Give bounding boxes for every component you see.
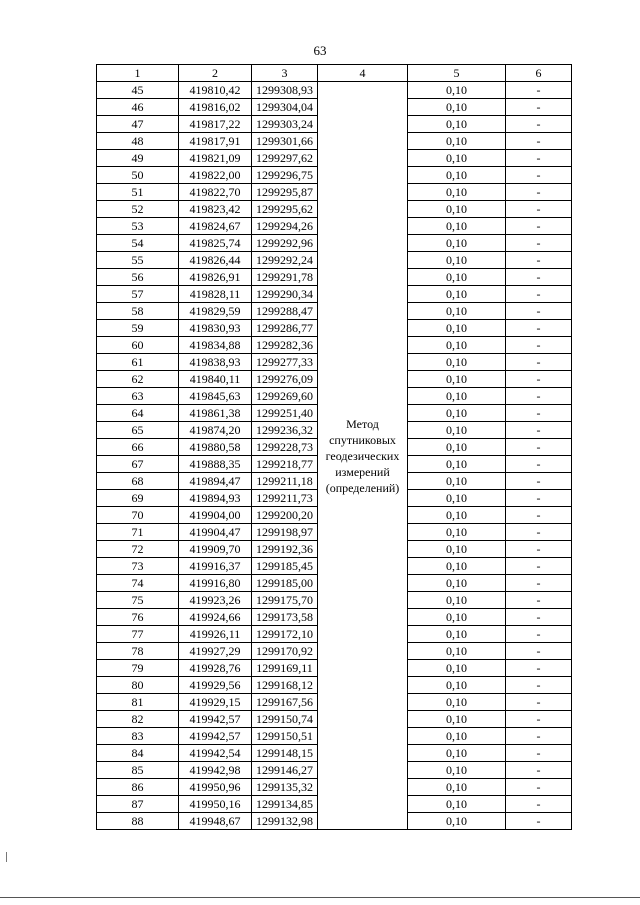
accuracy-cell: 0,10: [408, 456, 506, 473]
x-coordinate-cell: 419942,57: [179, 728, 252, 745]
point-number-cell: 73: [97, 558, 179, 575]
point-number-cell: 80: [97, 677, 179, 694]
x-coordinate-cell: 419942,54: [179, 745, 252, 762]
point-number-cell: 84: [97, 745, 179, 762]
y-coordinate-cell: 1299192,36: [252, 541, 318, 558]
point-number-cell: 60: [97, 337, 179, 354]
y-coordinate-cell: 1299168,12: [252, 677, 318, 694]
x-coordinate-cell: 419942,98: [179, 762, 252, 779]
y-coordinate-cell: 1299169,11: [252, 660, 318, 677]
y-coordinate-cell: 1299277,33: [252, 354, 318, 371]
x-coordinate-cell: 419924,66: [179, 609, 252, 626]
accuracy-cell: 0,10: [408, 728, 506, 745]
note-cell: -: [506, 99, 572, 116]
point-number-cell: 56: [97, 269, 179, 286]
point-number-cell: 71: [97, 524, 179, 541]
y-coordinate-cell: 1299218,77: [252, 456, 318, 473]
note-cell: -: [506, 371, 572, 388]
y-coordinate-cell: 1299211,73: [252, 490, 318, 507]
point-number-cell: 70: [97, 507, 179, 524]
note-cell: -: [506, 201, 572, 218]
note-cell: -: [506, 694, 572, 711]
method-text-line: (определений): [325, 480, 400, 495]
accuracy-cell: 0,10: [408, 796, 506, 813]
accuracy-cell: 0,10: [408, 592, 506, 609]
x-coordinate-cell: 419874,20: [179, 422, 252, 439]
note-cell: -: [506, 762, 572, 779]
method-text-line: геодезических: [325, 448, 400, 463]
accuracy-cell: 0,10: [408, 150, 506, 167]
note-cell: -: [506, 796, 572, 813]
y-coordinate-cell: 1299135,32: [252, 779, 318, 796]
note-cell: -: [506, 728, 572, 745]
y-coordinate-cell: 1299175,70: [252, 592, 318, 609]
accuracy-cell: 0,10: [408, 388, 506, 405]
accuracy-cell: 0,10: [408, 116, 506, 133]
x-coordinate-cell: 419948,67: [179, 813, 252, 830]
note-cell: -: [506, 252, 572, 269]
y-coordinate-cell: 1299295,87: [252, 184, 318, 201]
point-number-cell: 83: [97, 728, 179, 745]
accuracy-cell: 0,10: [408, 813, 506, 830]
accuracy-cell: 0,10: [408, 337, 506, 354]
note-cell: -: [506, 643, 572, 660]
point-number-cell: 61: [97, 354, 179, 371]
y-coordinate-cell: 1299146,27: [252, 762, 318, 779]
x-coordinate-cell: 419810,42: [179, 82, 252, 99]
y-coordinate-cell: 1299134,85: [252, 796, 318, 813]
x-coordinate-cell: 419817,91: [179, 133, 252, 150]
note-cell: -: [506, 609, 572, 626]
x-coordinate-cell: 419825,74: [179, 235, 252, 252]
point-number-cell: 63: [97, 388, 179, 405]
accuracy-cell: 0,10: [408, 745, 506, 762]
note-cell: -: [506, 405, 572, 422]
y-coordinate-cell: 1299292,24: [252, 252, 318, 269]
note-cell: -: [506, 813, 572, 830]
y-coordinate-cell: 1299198,97: [252, 524, 318, 541]
y-coordinate-cell: 1299170,92: [252, 643, 318, 660]
coordinates-table: [96, 64, 572, 830]
x-coordinate-cell: 419826,91: [179, 269, 252, 286]
y-coordinate-cell: 1299236,32: [252, 422, 318, 439]
note-cell: -: [506, 524, 572, 541]
x-coordinate-cell: 419838,93: [179, 354, 252, 371]
y-coordinate-cell: 1299288,47: [252, 303, 318, 320]
accuracy-cell: 0,10: [408, 575, 506, 592]
accuracy-cell: 0,10: [408, 677, 506, 694]
header-col-2: 2: [179, 65, 252, 82]
x-coordinate-cell: 419828,11: [179, 286, 252, 303]
point-number-cell: 51: [97, 184, 179, 201]
point-number-cell: 66: [97, 439, 179, 456]
accuracy-cell: 0,10: [408, 711, 506, 728]
point-number-cell: 50: [97, 167, 179, 184]
header-col-3: 3: [252, 65, 318, 82]
method-text-line: Метод: [346, 416, 379, 431]
note-cell: -: [506, 677, 572, 694]
page-number: 63: [313, 43, 327, 58]
point-number-cell: 58: [97, 303, 179, 320]
x-coordinate-cell: 419904,00: [179, 507, 252, 524]
note-cell: -: [506, 150, 572, 167]
y-coordinate-cell: 1299304,04: [252, 99, 318, 116]
accuracy-cell: 0,10: [408, 82, 506, 99]
x-coordinate-cell: 419826,44: [179, 252, 252, 269]
accuracy-cell: 0,10: [408, 371, 506, 388]
note-cell: -: [506, 167, 572, 184]
y-coordinate-cell: 1299148,15: [252, 745, 318, 762]
point-number-cell: 68: [97, 473, 179, 490]
note-cell: -: [506, 779, 572, 796]
note-cell: -: [506, 711, 572, 728]
point-number-cell: 85: [97, 762, 179, 779]
y-coordinate-cell: 1299269,60: [252, 388, 318, 405]
note-cell: -: [506, 575, 572, 592]
accuracy-cell: 0,10: [408, 490, 506, 507]
note-cell: -: [506, 269, 572, 286]
note-cell: -: [506, 558, 572, 575]
point-number-cell: 57: [97, 286, 179, 303]
accuracy-cell: 0,10: [408, 507, 506, 524]
note-cell: -: [506, 541, 572, 558]
x-coordinate-cell: 419822,00: [179, 167, 252, 184]
accuracy-cell: 0,10: [408, 643, 506, 660]
x-coordinate-cell: 419888,35: [179, 456, 252, 473]
y-coordinate-cell: 1299296,75: [252, 167, 318, 184]
point-number-cell: 86: [97, 779, 179, 796]
x-coordinate-cell: 419894,47: [179, 473, 252, 490]
point-number-cell: 45: [97, 82, 179, 99]
note-cell: -: [506, 320, 572, 337]
point-number-cell: 62: [97, 371, 179, 388]
scan-edge-line: [0, 897, 640, 898]
y-coordinate-cell: 1299172,10: [252, 626, 318, 643]
point-number-cell: 77: [97, 626, 179, 643]
accuracy-cell: 0,10: [408, 167, 506, 184]
note-cell: -: [506, 507, 572, 524]
point-number-cell: 87: [97, 796, 179, 813]
y-coordinate-cell: 1299132,98: [252, 813, 318, 830]
y-coordinate-cell: 1299173,58: [252, 609, 318, 626]
point-number-cell: 75: [97, 592, 179, 609]
table-header-row: [97, 65, 572, 82]
accuracy-cell: 0,10: [408, 762, 506, 779]
note-cell: -: [506, 184, 572, 201]
x-coordinate-cell: 419950,96: [179, 779, 252, 796]
note-cell: -: [506, 286, 572, 303]
x-coordinate-cell: 419861,38: [179, 405, 252, 422]
x-coordinate-cell: 419926,11: [179, 626, 252, 643]
point-number-cell: 47: [97, 116, 179, 133]
x-coordinate-cell: 419824,67: [179, 218, 252, 235]
x-coordinate-cell: 419829,59: [179, 303, 252, 320]
x-coordinate-cell: 419909,70: [179, 541, 252, 558]
accuracy-cell: 0,10: [408, 439, 506, 456]
y-coordinate-cell: 1299291,78: [252, 269, 318, 286]
x-coordinate-cell: 419916,80: [179, 575, 252, 592]
point-number-cell: 54: [97, 235, 179, 252]
accuracy-cell: 0,10: [408, 473, 506, 490]
accuracy-cell: 0,10: [408, 694, 506, 711]
note-cell: -: [506, 82, 572, 99]
y-coordinate-cell: 1299251,40: [252, 405, 318, 422]
y-coordinate-cell: 1299295,62: [252, 201, 318, 218]
y-coordinate-cell: 1299290,34: [252, 286, 318, 303]
x-coordinate-cell: 419817,22: [179, 116, 252, 133]
accuracy-cell: 0,10: [408, 779, 506, 796]
point-number-cell: 67: [97, 456, 179, 473]
accuracy-cell: 0,10: [408, 660, 506, 677]
note-cell: -: [506, 745, 572, 762]
accuracy-cell: 0,10: [408, 354, 506, 371]
accuracy-cell: 0,10: [408, 286, 506, 303]
point-number-cell: 74: [97, 575, 179, 592]
x-coordinate-cell: 419950,16: [179, 796, 252, 813]
note-cell: -: [506, 337, 572, 354]
method-text-line: спутниковых: [329, 432, 396, 447]
point-number-cell: 49: [97, 150, 179, 167]
accuracy-cell: 0,10: [408, 320, 506, 337]
point-number-cell: 69: [97, 490, 179, 507]
x-coordinate-cell: 419942,57: [179, 711, 252, 728]
y-coordinate-cell: 1299211,18: [252, 473, 318, 490]
x-coordinate-cell: 419923,26: [179, 592, 252, 609]
y-coordinate-cell: 1299276,09: [252, 371, 318, 388]
y-coordinate-cell: 1299228,73: [252, 439, 318, 456]
note-cell: -: [506, 235, 572, 252]
method-text-line: измерений: [335, 464, 390, 479]
method-cell: [318, 82, 408, 830]
header-col-1: 1: [97, 65, 179, 82]
accuracy-cell: 0,10: [408, 133, 506, 150]
x-coordinate-cell: 419845,63: [179, 388, 252, 405]
y-coordinate-cell: 1299286,77: [252, 320, 318, 337]
note-cell: -: [506, 303, 572, 320]
note-cell: -: [506, 473, 572, 490]
point-number-cell: 52: [97, 201, 179, 218]
point-number-cell: 59: [97, 320, 179, 337]
header-col-4: 4: [318, 65, 408, 82]
point-number-cell: 81: [97, 694, 179, 711]
accuracy-cell: 0,10: [408, 235, 506, 252]
note-cell: -: [506, 218, 572, 235]
x-coordinate-cell: 419894,93: [179, 490, 252, 507]
y-coordinate-cell: 1299308,93: [252, 82, 318, 99]
point-number-cell: 46: [97, 99, 179, 116]
accuracy-cell: 0,10: [408, 99, 506, 116]
x-coordinate-cell: 419904,47: [179, 524, 252, 541]
x-coordinate-cell: 419927,29: [179, 643, 252, 660]
accuracy-cell: 0,10: [408, 422, 506, 439]
note-cell: -: [506, 626, 572, 643]
y-coordinate-cell: 1299185,00: [252, 575, 318, 592]
x-coordinate-cell: 419821,09: [179, 150, 252, 167]
point-number-cell: 76: [97, 609, 179, 626]
y-coordinate-cell: 1299282,36: [252, 337, 318, 354]
y-coordinate-cell: 1299150,74: [252, 711, 318, 728]
x-coordinate-cell: 419929,56: [179, 677, 252, 694]
y-coordinate-cell: 1299301,66: [252, 133, 318, 150]
x-coordinate-cell: 419834,88: [179, 337, 252, 354]
note-cell: -: [506, 354, 572, 371]
point-number-cell: 82: [97, 711, 179, 728]
point-number-cell: 53: [97, 218, 179, 235]
margin-mark: [6, 852, 7, 862]
x-coordinate-cell: 419929,15: [179, 694, 252, 711]
point-number-cell: 72: [97, 541, 179, 558]
x-coordinate-cell: 419928,76: [179, 660, 252, 677]
note-cell: -: [506, 592, 572, 609]
x-coordinate-cell: 419916,37: [179, 558, 252, 575]
point-number-cell: 79: [97, 660, 179, 677]
point-number-cell: 64: [97, 405, 179, 422]
note-cell: -: [506, 388, 572, 405]
accuracy-cell: 0,10: [408, 609, 506, 626]
note-cell: -: [506, 660, 572, 677]
header-col-6: 6: [506, 65, 572, 82]
note-cell: -: [506, 133, 572, 150]
y-coordinate-cell: 1299292,96: [252, 235, 318, 252]
x-coordinate-cell: 419823,42: [179, 201, 252, 218]
note-cell: -: [506, 116, 572, 133]
point-number-cell: 55: [97, 252, 179, 269]
note-cell: -: [506, 456, 572, 473]
accuracy-cell: 0,10: [408, 303, 506, 320]
point-number-cell: 65: [97, 422, 179, 439]
point-number-cell: 48: [97, 133, 179, 150]
accuracy-cell: 0,10: [408, 184, 506, 201]
x-coordinate-cell: 419816,02: [179, 99, 252, 116]
y-coordinate-cell: 1299185,45: [252, 558, 318, 575]
note-cell: -: [506, 439, 572, 456]
accuracy-cell: 0,10: [408, 218, 506, 235]
accuracy-cell: 0,10: [408, 524, 506, 541]
accuracy-cell: 0,10: [408, 541, 506, 558]
note-cell: -: [506, 422, 572, 439]
point-number-cell: 88: [97, 813, 179, 830]
accuracy-cell: 0,10: [408, 252, 506, 269]
accuracy-cell: 0,10: [408, 626, 506, 643]
accuracy-cell: 0,10: [408, 405, 506, 422]
table-row: [97, 82, 572, 99]
point-number-cell: 78: [97, 643, 179, 660]
accuracy-cell: 0,10: [408, 201, 506, 218]
x-coordinate-cell: 419822,70: [179, 184, 252, 201]
y-coordinate-cell: 1299167,56: [252, 694, 318, 711]
note-cell: -: [506, 490, 572, 507]
y-coordinate-cell: 1299294,26: [252, 218, 318, 235]
y-coordinate-cell: 1299200,20: [252, 507, 318, 524]
x-coordinate-cell: 419830,93: [179, 320, 252, 337]
header-col-5: 5: [408, 65, 506, 82]
accuracy-cell: 0,10: [408, 558, 506, 575]
y-coordinate-cell: 1299303,24: [252, 116, 318, 133]
x-coordinate-cell: 419840,11: [179, 371, 252, 388]
x-coordinate-cell: 419880,58: [179, 439, 252, 456]
y-coordinate-cell: 1299150,51: [252, 728, 318, 745]
accuracy-cell: 0,10: [408, 269, 506, 286]
table-body: [97, 82, 572, 830]
y-coordinate-cell: 1299297,62: [252, 150, 318, 167]
